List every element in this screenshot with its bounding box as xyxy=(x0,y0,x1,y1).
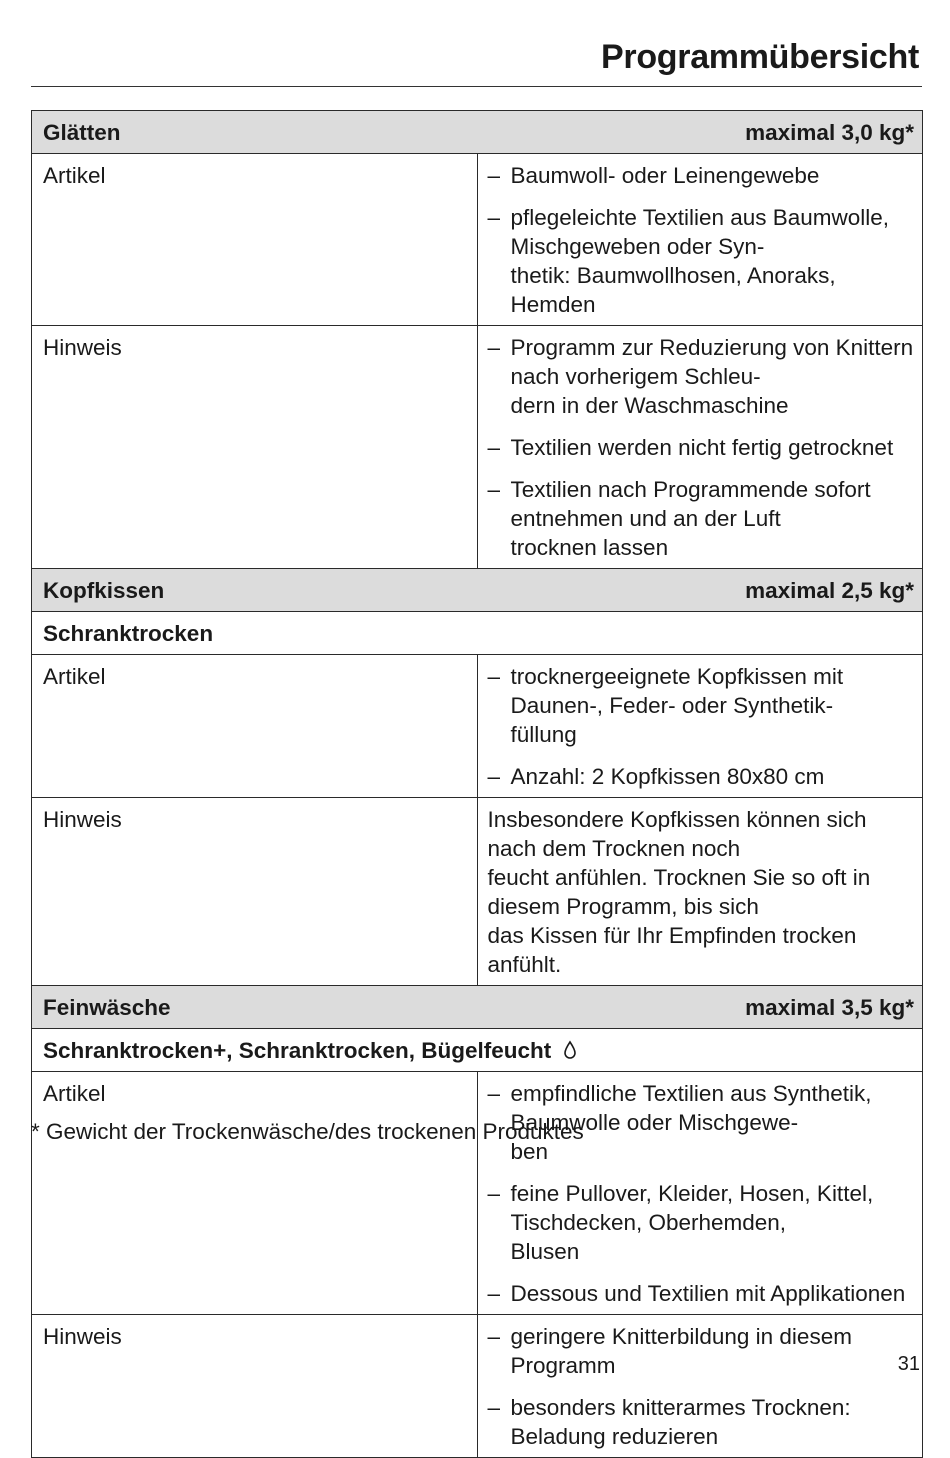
bullet-dash: – xyxy=(487,1181,501,1206)
note-paragraph: Insbesondere Kopfkissen können sich nach dem Trocknen noch feucht anfühlen. Trocknen Sie so oft in diesem Programm, bis sich das Kissen für Ihr Empfinden trocken anfühlt. xyxy=(487,807,871,977)
program-overview-table xyxy=(31,110,923,1458)
page-title: Programmübersicht xyxy=(601,38,919,76)
drop-icon xyxy=(562,1040,578,1060)
row-label-hinweis: Hinweis xyxy=(32,1315,478,1458)
bullet-dash: – xyxy=(487,1081,501,1106)
table-row xyxy=(32,326,923,569)
page-number: 31 xyxy=(897,1353,920,1375)
row-content xyxy=(477,326,923,569)
list-item xyxy=(488,762,915,791)
bullet-dash: – xyxy=(487,1395,501,1420)
program-max-load: maximal 3,5 kg* xyxy=(745,995,914,1020)
row-label-hinweis: Hinweis xyxy=(32,798,478,986)
row-label-artikel: Artikel xyxy=(32,1072,478,1315)
program-subtitle-row xyxy=(32,1029,923,1072)
bullet-dash: – xyxy=(487,1324,501,1349)
list-item-text: Anzahl: 2 Kopfkissen 80x80 cm xyxy=(510,764,825,789)
list-item-text: empfindliche Textilien aus Synthetik, Baumwolle oder Mischgewe- ben xyxy=(510,1081,872,1164)
list-item xyxy=(488,1322,915,1380)
table-row xyxy=(32,798,923,986)
bullet-dash: – xyxy=(487,477,501,502)
list-item-text: trocknergeeignete Kopfkissen mit Daunen-, Feder- oder Synthetik- füllung xyxy=(510,664,844,747)
program-max-load: maximal 2,5 kg* xyxy=(745,578,914,603)
program-name: Glätten xyxy=(43,120,121,145)
table-row xyxy=(32,1072,923,1315)
row-content xyxy=(477,1072,923,1315)
list-item xyxy=(488,1393,915,1451)
row-content xyxy=(477,655,923,798)
bullet-dash: – xyxy=(487,163,501,188)
list-item-text: pflegeleichte Textilien aus Baumwolle, Mischgeweben oder Syn- thetik: Baumwollhosen, Anoraks, Hemden xyxy=(510,205,890,317)
bullet-dash: – xyxy=(487,435,501,460)
list-item-text: Baumwoll- oder Leinengewebe xyxy=(510,163,820,188)
table-row xyxy=(32,655,923,798)
program-header-feinwaesche xyxy=(32,986,923,1029)
list-item-text: besonders knitterarmes Trocknen: Beladung reduzieren xyxy=(510,1395,851,1449)
table-row xyxy=(32,1315,923,1458)
program-header-glaetten xyxy=(32,111,923,154)
bullet-dash: – xyxy=(487,205,501,230)
row-content xyxy=(477,154,923,326)
list-item-text: Textilien nach Programmende sofort entnehmen und an der Luft trocknen lassen xyxy=(510,477,871,560)
list-item xyxy=(488,333,915,420)
title-divider xyxy=(31,86,922,87)
program-name: Feinwäsche xyxy=(43,995,171,1020)
list-item-text: Textilien werden nicht fertig getrocknet xyxy=(510,435,894,460)
list-item xyxy=(488,475,915,562)
program-max-load: maximal 3,0 kg* xyxy=(745,120,914,145)
row-label-artikel: Artikel xyxy=(32,655,478,798)
program-name: Kopfkissen xyxy=(43,578,165,603)
list-item xyxy=(488,662,915,749)
row-label-hinweis: Hinweis xyxy=(32,326,478,569)
program-subtitle: Schranktrocken+, Schranktrocken, Bügelfeucht xyxy=(43,1038,552,1063)
row-content xyxy=(477,798,923,986)
list-item xyxy=(488,161,915,190)
list-item xyxy=(488,1179,915,1266)
program-subtitle: Schranktrocken xyxy=(32,612,923,655)
list-item xyxy=(488,433,915,462)
list-item-text: feine Pullover, Kleider, Hosen, Kittel, Tischdecken, Oberhemden, Blusen xyxy=(510,1181,874,1264)
list-item xyxy=(488,1279,915,1308)
list-item-text: geringere Knitterbildung in diesem Programm xyxy=(510,1324,852,1378)
bullet-dash: – xyxy=(487,764,501,789)
row-content xyxy=(477,1315,923,1458)
program-subtitle-row xyxy=(32,612,923,655)
list-item xyxy=(488,203,915,319)
list-item-text: Dessous und Textilien mit Applikationen xyxy=(510,1281,906,1306)
footnote: * Gewicht der Trockenwäsche/des trockenen Produktes xyxy=(31,1119,584,1144)
bullet-dash: – xyxy=(487,335,501,360)
list-item-text: Programm zur Reduzierung von Knittern nach vorherigem Schleu- dern in der Waschmaschine xyxy=(510,335,914,418)
row-label-artikel: Artikel xyxy=(32,154,478,326)
table-row xyxy=(32,154,923,326)
program-header-kopfkissen xyxy=(32,569,923,612)
bullet-dash: – xyxy=(487,664,501,689)
bullet-dash: – xyxy=(487,1281,501,1306)
